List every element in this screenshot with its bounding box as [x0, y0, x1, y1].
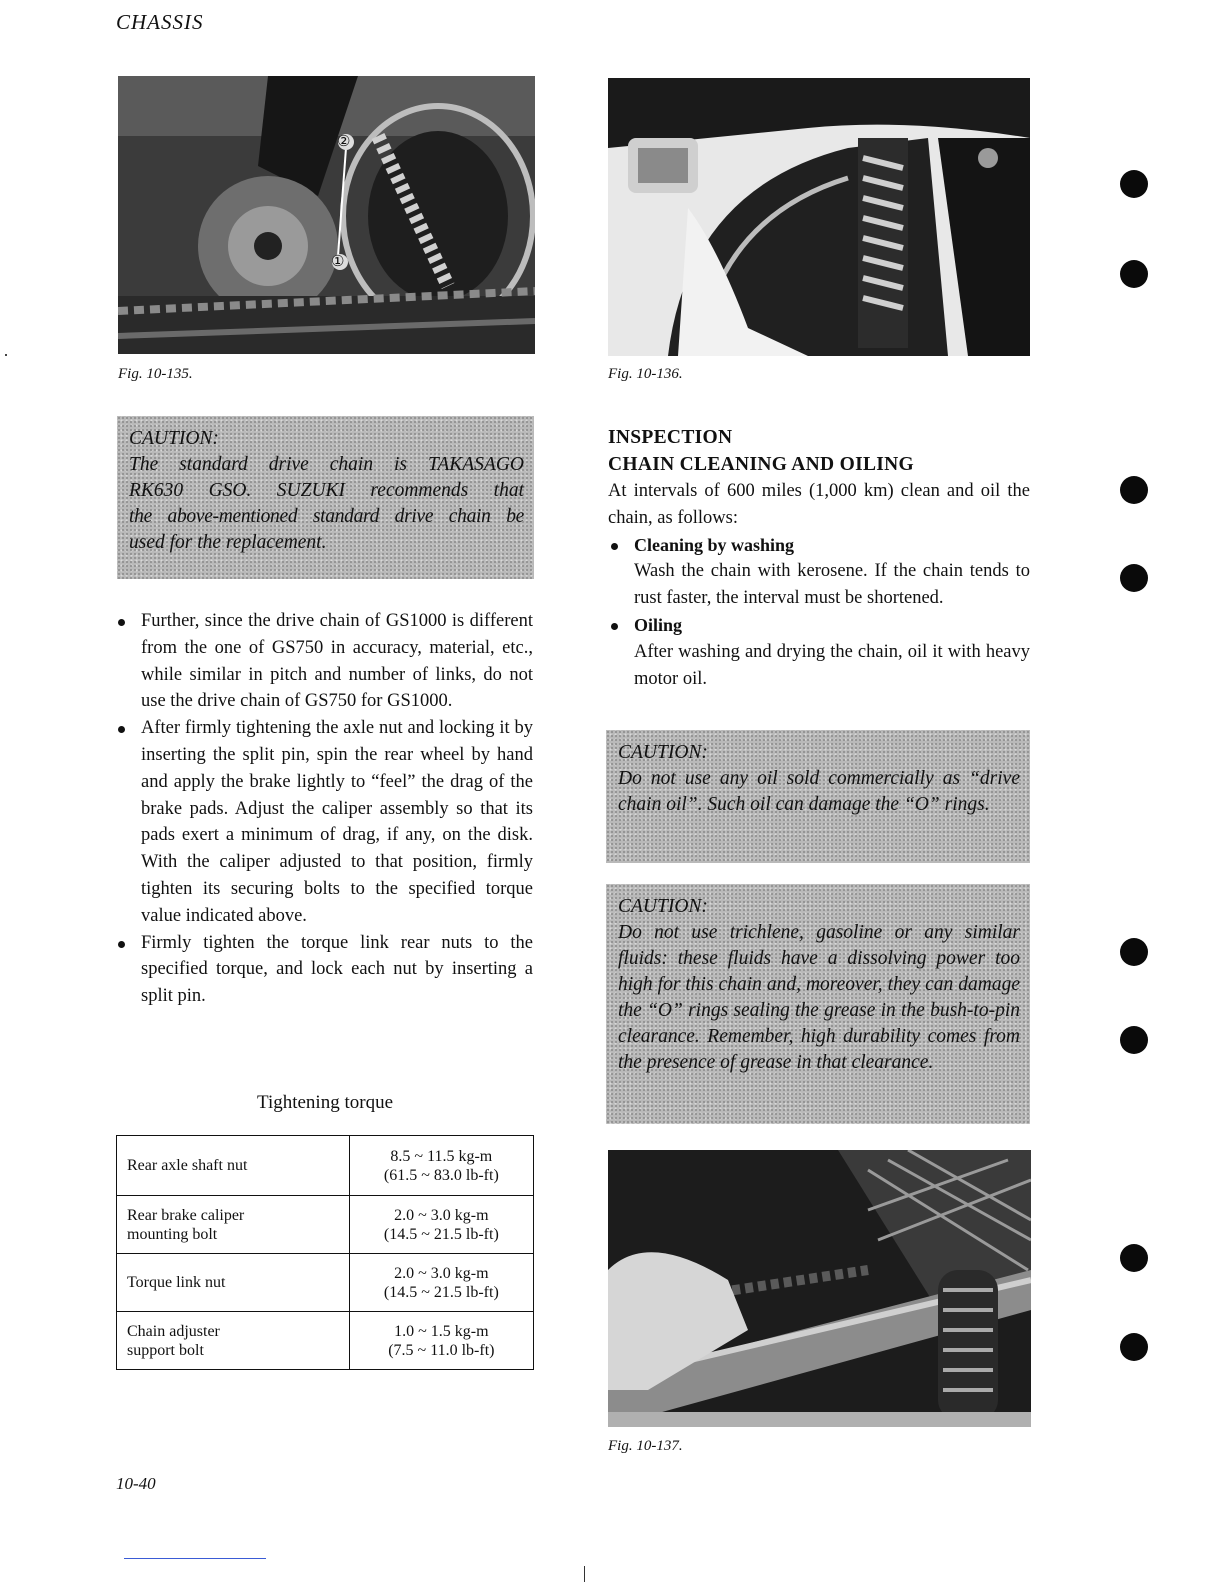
torque-table: [116, 1135, 534, 1370]
inspection-intro: At intervals of 600 miles (1,000 km) clean and oil the chain, as follows:: [608, 481, 1030, 528]
binder-hole-mark: [1120, 170, 1148, 198]
fig-10-135-caption: Fig. 10-135.: [118, 366, 193, 382]
table-cell-value: 1.0 ~ 1.5 kg-m (7.5 ~ 11.0 lb-ft): [349, 1312, 533, 1370]
table-row: [117, 1254, 534, 1312]
table-row: [117, 1196, 534, 1254]
inspection-section: [608, 424, 1030, 692]
fig-10-136-photo: [608, 78, 1030, 356]
item-label: Cleaning by washing: [634, 534, 795, 555]
caution-line: The standard drive chain is TAKASAGO: [129, 454, 524, 475]
fig-10-135-photo: [118, 76, 535, 354]
table-row: [117, 1312, 534, 1370]
torque-table-title: Tightening torque: [257, 1092, 393, 1113]
heading-chain-cleaning: CHAIN CLEANING AND OILING: [608, 454, 914, 475]
section-header: CHASSIS: [116, 10, 204, 34]
list-item: [608, 532, 1030, 612]
scan-speck: [5, 354, 7, 356]
callout-2: ②: [337, 134, 351, 150]
table-cell-name: Torque link nut: [117, 1254, 350, 1312]
binder-hole-mark: [1120, 564, 1148, 592]
binder-hole-mark: [1120, 1333, 1148, 1361]
caution-line: the above-mentioned standard drive chain be: [129, 506, 524, 527]
list-item: [608, 612, 1030, 692]
table-cell-name: Rear axle shaft nut: [117, 1136, 350, 1196]
left-bullet-list: [115, 608, 533, 1010]
page-number: 10-40: [116, 1474, 156, 1493]
fig-10-137-photo: [608, 1150, 1031, 1427]
binder-hole-mark: [1120, 1026, 1148, 1054]
caution-title: CAUTION:: [618, 896, 708, 917]
caution-box-drive-chain: [117, 416, 534, 579]
caution-title: CAUTION:: [618, 742, 708, 763]
table-cell-value: 2.0 ~ 3.0 kg-m (14.5 ~ 21.5 lb-ft): [349, 1196, 533, 1254]
binder-hole-mark: [1120, 260, 1148, 288]
table-row: [117, 1136, 534, 1196]
binder-hole-mark: [1120, 476, 1148, 504]
inspection-list: [608, 532, 1030, 693]
binder-hole-mark: [1120, 1244, 1148, 1272]
center-tick-mark: [584, 1566, 585, 1582]
caution-box-solvents: [606, 884, 1030, 1124]
table-cell-name: Chain adjuster support bolt: [117, 1312, 350, 1370]
table-cell-name: Rear brake caliper mounting bolt: [117, 1196, 350, 1254]
list-item: Firmly tighten the torque link rear nuts to the specified torque, and lock each nut by inserting a split pin.: [115, 930, 533, 1010]
heading-inspection: INSPECTION: [608, 427, 733, 448]
table-cell-value: 2.0 ~ 3.0 kg-m (14.5 ~ 21.5 lb-ft): [349, 1254, 533, 1312]
binder-hole-mark: [1120, 938, 1148, 966]
list-item: After firmly tightening the axle nut and locking it by inserting the split pin, spin the rear wheel by hand and apply the brake lightly to “feel” the drag of the brake pads. Adjust the caliper assembly so that its pads exert a minimum of drag, if any, on the disk. With the caliper adjusted to that position, firmly tighten its securing bolts to the specified torque value indicated above.: [115, 715, 533, 929]
caution-text: Do not use trichlene, gasoline or any similar fluids: these fluids have a dissolving power too high for this chain and, moreover, they can damage the “O” rings sealing the grease in the bush-to-pin clearance. Remember, high durability comes from the presence of grease in that clearance.: [618, 922, 1020, 1073]
caution-title: CAUTION:: [129, 428, 219, 449]
caution-text: Do not use any oil sold commercially as “drive chain oil”. Such oil can damage the “O” rings.: [618, 768, 1020, 815]
footer-rule: [124, 1558, 266, 1559]
item-label: Oiling: [634, 614, 683, 635]
fig-10-136-caption: Fig. 10-136.: [608, 366, 683, 382]
item-text: After washing and drying the chain, oil it with heavy motor oil.: [634, 641, 1030, 689]
callout-1: ①: [331, 254, 345, 270]
list-item: Further, since the drive chain of GS1000 is different from the one of GS750 in accuracy, material, etc., while similar in pitch and number of links, do not use the drive chain of GS750 for GS1000.: [115, 608, 533, 715]
caution-line: RK630 GSO. SUZUKI recommends that: [129, 480, 524, 501]
caution-box-oil: [606, 730, 1030, 863]
fig-10-137-caption: Fig. 10-137.: [608, 1438, 683, 1454]
caution-line: used for the replacement.: [129, 532, 327, 553]
table-cell-value: 8.5 ~ 11.5 kg-m (61.5 ~ 83.0 lb-ft): [349, 1136, 533, 1196]
item-text: Wash the chain with kerosene. If the chain tends to rust faster, the interval must be shortened.: [634, 561, 1030, 609]
